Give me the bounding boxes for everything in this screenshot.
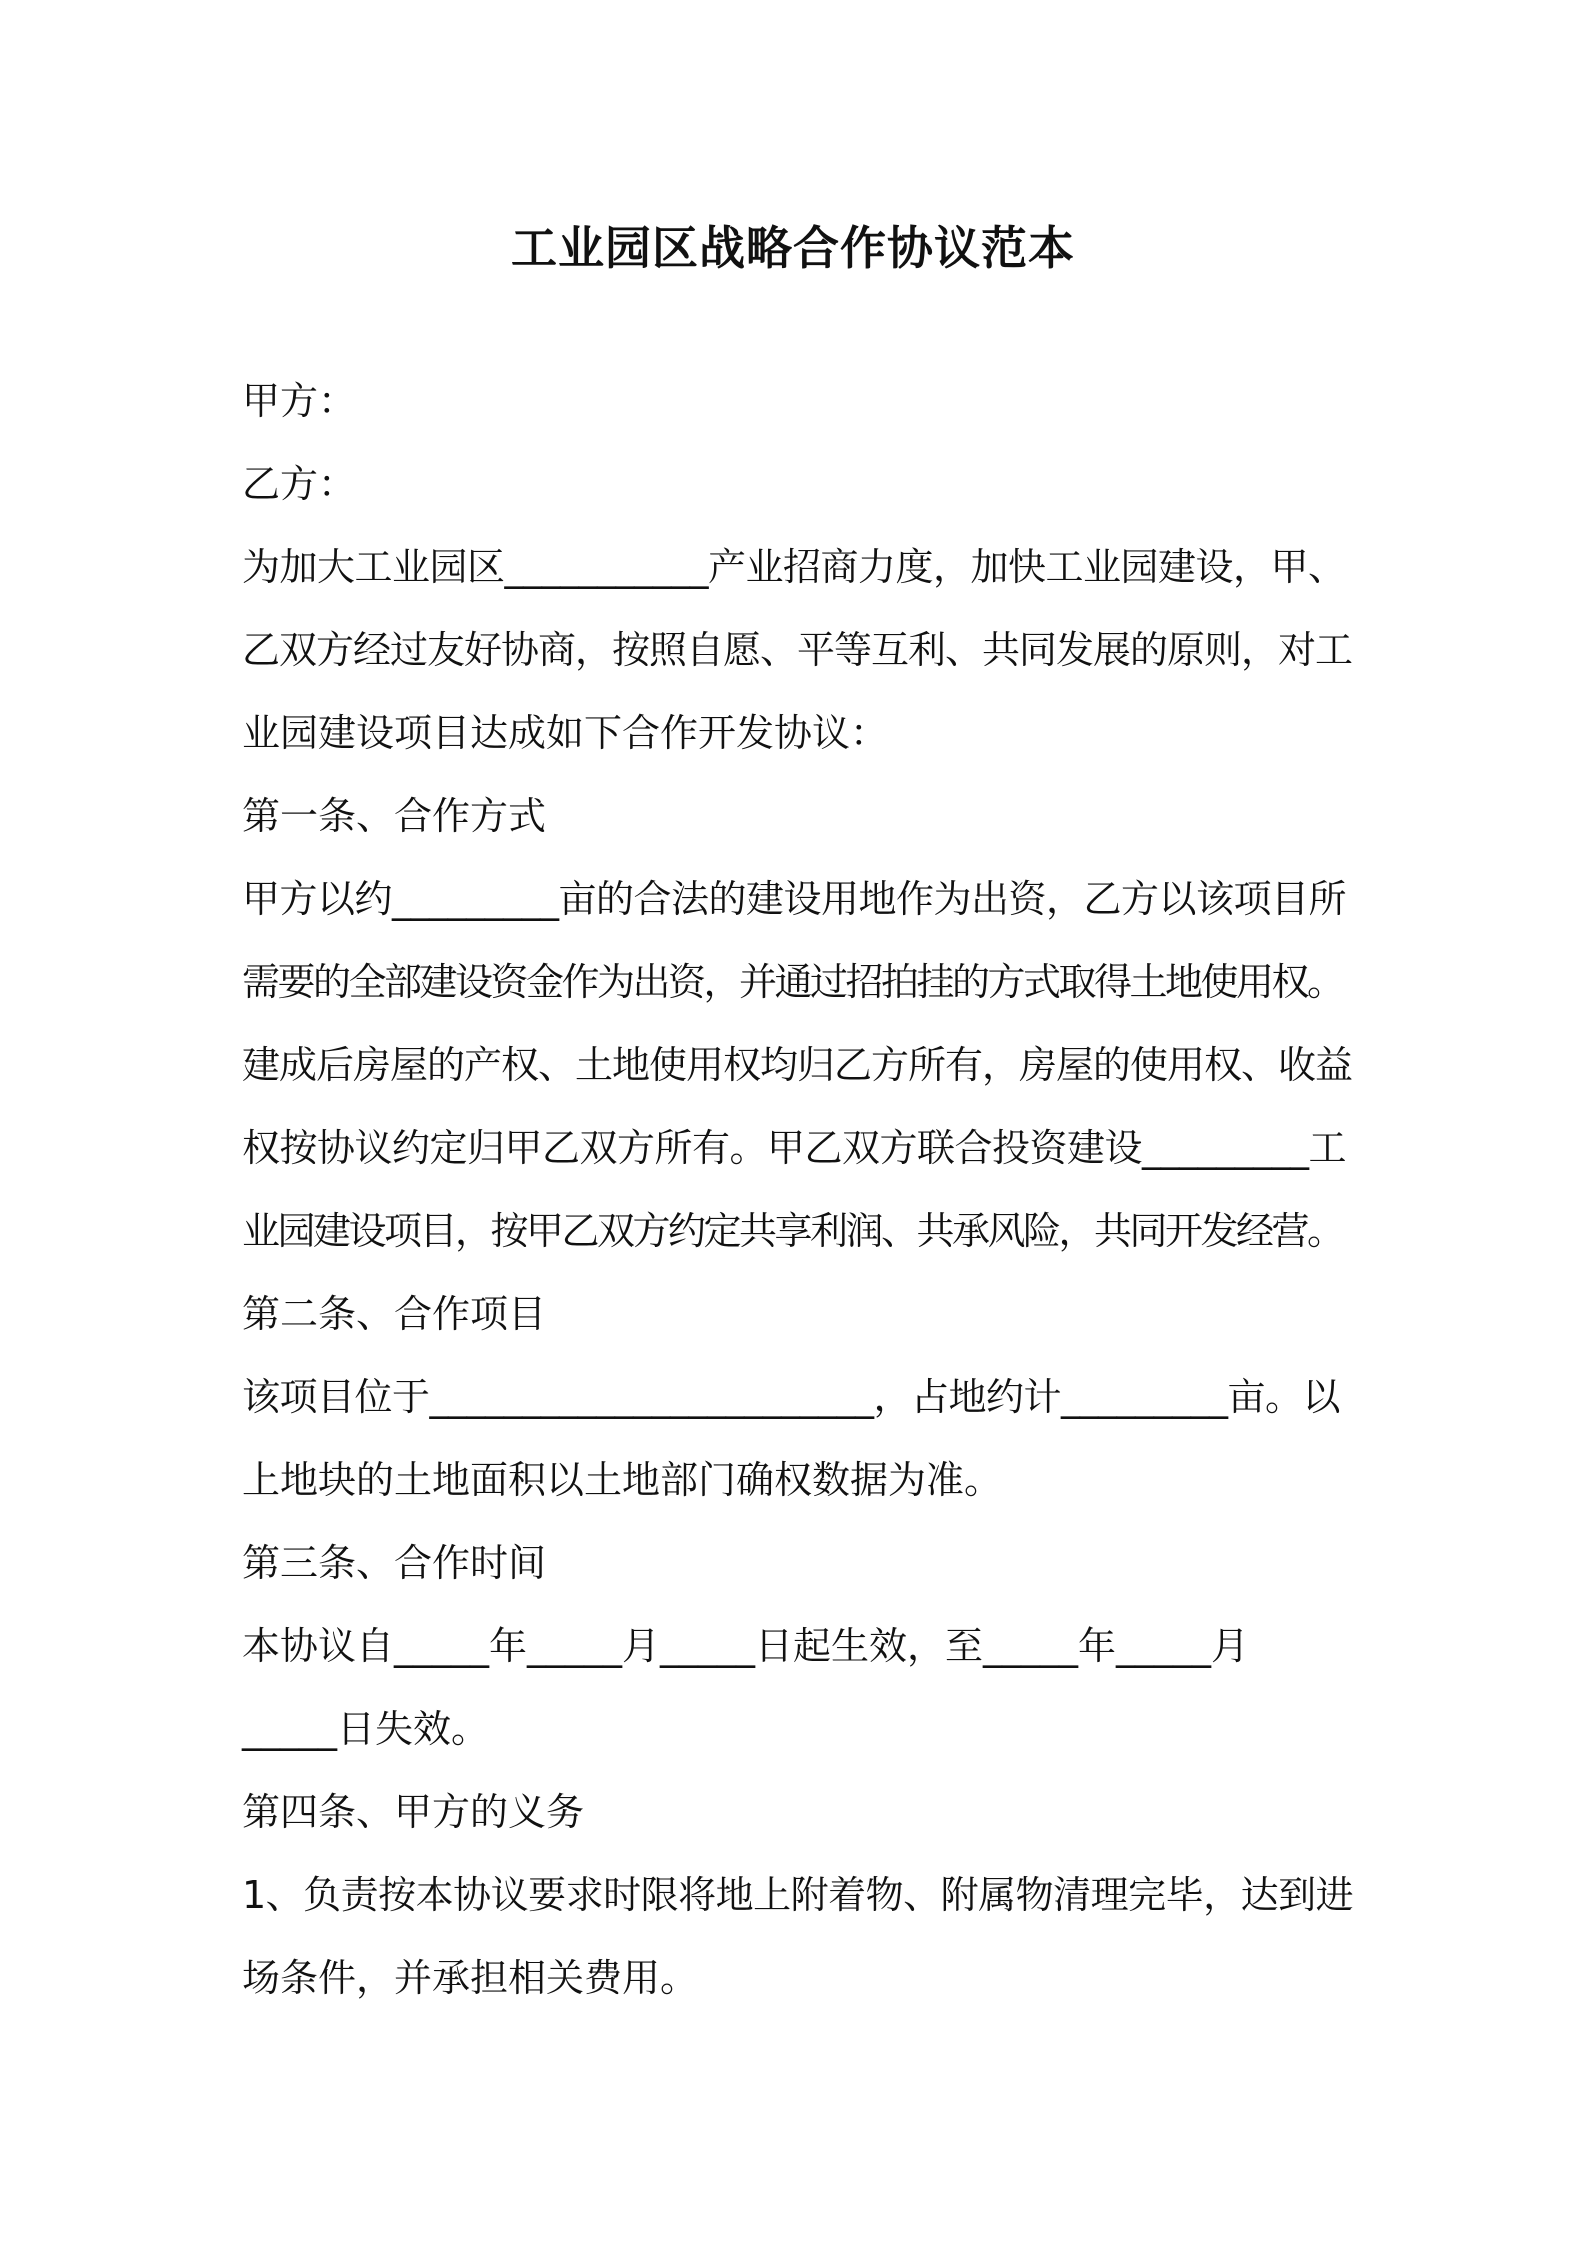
article-1-line: 需要的全部建设资金作为出资，并通过招拍挂的方式取得土地使用权。 [242, 960, 1343, 1004]
article-2-line: 该项目位于________________________，占地约计_________亩。以 [242, 1375, 1341, 1419]
preamble-line: 为加大工业园区___________产业招商力度，加快工业园建设，甲、 [242, 545, 1346, 589]
article-1-line: 业园建设项目，按甲乙双方约定共享利润、共承风险，共同开发经营。 [242, 1209, 1343, 1253]
document-body [242, 360, 1354, 2020]
article-3-heading: 第三条、合作时间 [242, 1541, 547, 1585]
article-1-line: 建成后房屋的产权、土地使用权均归乙方所有，房屋的使用权、收益 [242, 1043, 1353, 1087]
party-a-line: 甲方： [242, 379, 357, 423]
article-4-heading: 第四条、甲方的义务 [242, 1790, 585, 1834]
article-3-line: 本协议自_____年_____月_____日起生效，至_____年_____月 [242, 1624, 1250, 1668]
article-2-heading: 第二条、合作项目 [242, 1292, 547, 1336]
article-1-heading: 第一条、合作方式 [242, 794, 547, 838]
party-b-line: 乙方： [242, 462, 357, 506]
preamble-line: 业园建设项目达成如下合作开发协议： [242, 711, 889, 755]
document-title: 工业园区战略合作协议范本 [511, 221, 1075, 275]
article-4-line: 1、负责按本协议要求时限将地上附着物、附属物清理完毕，达到进 [242, 1873, 1354, 1917]
article-1-line: 权按协议约定归甲乙双方所有。甲乙双方联合投资建设_________工 [242, 1126, 1347, 1170]
article-3-line: _____日失效。 [242, 1707, 490, 1751]
article-2-line: 上地块的土地面积以土地部门确权数据为准。 [242, 1458, 1003, 1502]
preamble-line: 乙双方经过友好协商，按照自愿、平等互利、共同发展的原则，对工 [242, 628, 1353, 672]
article-1-line: 甲方以约_________亩的合法的建设用地作为出资，乙方以该项目所 [242, 877, 1347, 921]
article-4-line: 场条件，并承担相关费用。 [242, 1956, 699, 2000]
